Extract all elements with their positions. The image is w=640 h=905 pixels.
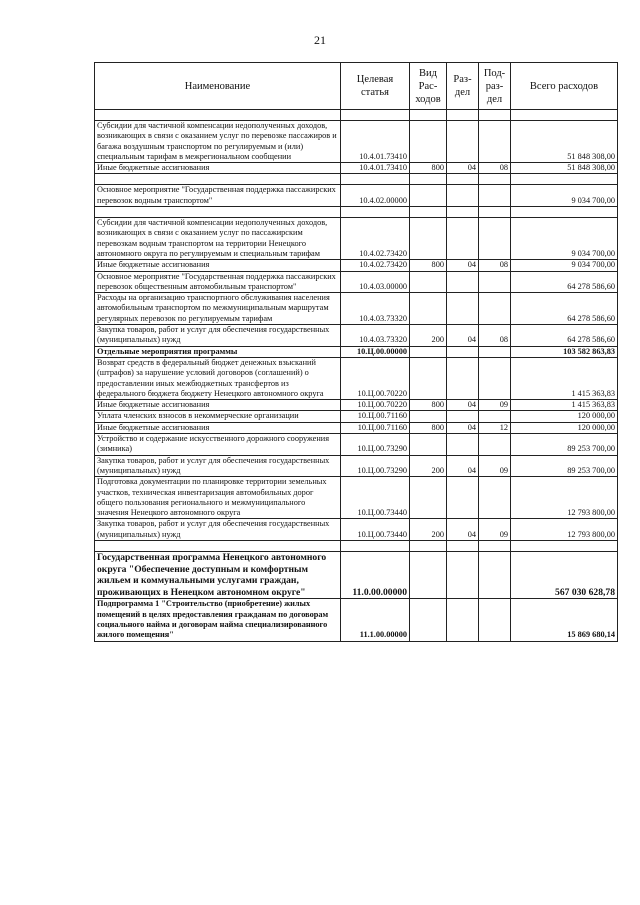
row-razdel	[447, 551, 479, 598]
row-vid: 200	[410, 325, 447, 347]
row-razdel	[447, 477, 479, 519]
row-total: 12 793 800,00	[511, 519, 618, 541]
row-podrazdel	[479, 293, 511, 325]
row-target: 10.Ц.00.70220	[341, 357, 410, 399]
table-row	[95, 271, 618, 293]
row-razdel	[447, 357, 479, 399]
spacer-row	[95, 540, 618, 551]
row-target: 10.Ц.00.71160	[341, 411, 410, 422]
row-razdel	[447, 271, 479, 293]
row-vid	[410, 434, 447, 456]
row-podrazdel: 08	[479, 163, 511, 174]
row-total: 120 000,00	[511, 411, 618, 422]
row-name: Субсидии для частичной компенсации недополученных доходов, возникающих в связи с оказанием услуг по перевозке пассажиров и багажа воздушным транспортом по регулируемым и (или) специальным тарифам в межрегиональном сообщении	[95, 121, 341, 163]
row-total: 9 034 700,00	[511, 218, 618, 260]
row-target: 10.4.02.73420	[341, 260, 410, 271]
row-name: Закупка товаров, работ и услуг для обеспечения государственных (муниципальных) нужд	[95, 519, 341, 541]
row-total: 64 278 586,60	[511, 271, 618, 293]
table-header-row	[95, 63, 618, 110]
row-razdel: 04	[447, 163, 479, 174]
row-target: 10.Ц.00.73290	[341, 455, 410, 477]
table-row	[95, 121, 618, 163]
row-target: 10.4.01.73410	[341, 163, 410, 174]
row-vid	[410, 185, 447, 207]
column-header-target: Целевая статья	[341, 63, 410, 110]
row-total: 103 582 863,83	[511, 346, 618, 357]
row-total: 89 253 700,00	[511, 455, 618, 477]
row-target: 10.4.03.00000	[341, 271, 410, 293]
row-podrazdel	[479, 121, 511, 163]
row-vid	[410, 477, 447, 519]
row-razdel: 04	[447, 325, 479, 347]
table-row	[95, 163, 618, 174]
row-razdel	[447, 434, 479, 456]
table-row-program	[95, 551, 618, 598]
row-name: Устройство и содержание искусственного дорожного сооружения (зимника)	[95, 434, 341, 456]
row-podrazdel	[479, 434, 511, 456]
row-podrazdel: 08	[479, 325, 511, 347]
row-total: 567 030 628,78	[511, 551, 618, 598]
row-target: 10.4.02.00000	[341, 185, 410, 207]
row-podrazdel	[479, 599, 511, 641]
row-razdel	[447, 599, 479, 641]
row-name: Иные бюджетные ассигнования	[95, 163, 341, 174]
row-vid	[410, 218, 447, 260]
row-vid: 800	[410, 422, 447, 433]
row-name: Отдельные мероприятия программы	[95, 346, 341, 357]
row-razdel: 04	[447, 455, 479, 477]
row-podrazdel	[479, 346, 511, 357]
column-header-razdel: Раз-дел	[447, 63, 479, 110]
row-podrazdel	[479, 477, 511, 519]
row-vid	[410, 121, 447, 163]
row-podrazdel: 12	[479, 422, 511, 433]
row-razdel	[447, 346, 479, 357]
column-header-name: Наименование	[95, 63, 341, 110]
row-vid	[410, 357, 447, 399]
row-vid: 800	[410, 260, 447, 271]
row-name: Уплата членских взносов в некоммерческие организации	[95, 411, 341, 422]
row-name: Основное мероприятие "Государственная поддержка пассажирских перевозок водным транспортом"	[95, 185, 341, 207]
row-total: 64 278 586,60	[511, 293, 618, 325]
row-total: 51 848 308,00	[511, 163, 618, 174]
table-row	[95, 477, 618, 519]
row-total: 89 253 700,00	[511, 434, 618, 456]
table-row	[95, 400, 618, 411]
spacer-row	[95, 174, 618, 185]
row-target: 11.0.00.00000	[341, 551, 410, 598]
row-podrazdel: 09	[479, 519, 511, 541]
page-number: 21	[314, 33, 326, 47]
table-row	[95, 519, 618, 541]
row-name: Подпрограмма 1 "Строительство (приобретение) жилых помещений в целях предоставления гражданам по договорам социального найма и договорам найма специализированного жилого помещения"	[95, 599, 341, 641]
row-vid	[410, 346, 447, 357]
row-podrazdel	[479, 551, 511, 598]
row-name: Иные бюджетные ассигнования	[95, 260, 341, 271]
row-vid	[410, 271, 447, 293]
column-header-vid: Вид Рас-ходов	[410, 63, 447, 110]
table-row	[95, 293, 618, 325]
row-target: 10.4.03.73320	[341, 293, 410, 325]
row-podrazdel: 09	[479, 455, 511, 477]
row-podrazdel	[479, 357, 511, 399]
row-razdel: 04	[447, 400, 479, 411]
row-podrazdel	[479, 271, 511, 293]
row-total: 64 278 586,60	[511, 325, 618, 347]
row-podrazdel	[479, 411, 511, 422]
row-total: 1 415 363,83	[511, 357, 618, 399]
row-razdel	[447, 185, 479, 207]
row-target: 10.Ц.00.00000	[341, 346, 410, 357]
row-name: Закупка товаров, работ и услуг для обеспечения государственных (муниципальных) нужд	[95, 325, 341, 347]
row-target: 10.Ц.00.73440	[341, 477, 410, 519]
row-total: 120 000,00	[511, 422, 618, 433]
row-total: 9 034 700,00	[511, 185, 618, 207]
row-name: Иные бюджетные ассигнования	[95, 422, 341, 433]
row-vid: 200	[410, 519, 447, 541]
row-name: Подготовка документации по планировке территории земельных участков, техническая инвентаризация автомобильных дорог общего пользования регионального и межмуниципального значения Ненецкого автономного округа	[95, 477, 341, 519]
row-podrazdel	[479, 218, 511, 260]
row-target: 11.1.00.00000	[341, 599, 410, 641]
row-target: 10.4.03.73320	[341, 325, 410, 347]
row-name: Иные бюджетные ассигнования	[95, 400, 341, 411]
column-header-total: Всего расходов	[511, 63, 618, 110]
row-target: 10.Ц.00.73290	[341, 434, 410, 456]
budget-table	[94, 62, 618, 642]
row-name: Государственная программа Ненецкого автономного округа "Обеспечение доступным и комфортным жильем и коммунальными услугами граждан, проживающих в Ненецком автономном округе"	[95, 551, 341, 598]
table-row-section	[95, 346, 618, 357]
table-row-subprogram	[95, 599, 618, 641]
row-vid	[410, 411, 447, 422]
row-vid	[410, 293, 447, 325]
row-total: 12 793 800,00	[511, 477, 618, 519]
row-vid	[410, 551, 447, 598]
table-row	[95, 434, 618, 456]
table-row	[95, 218, 618, 260]
table-row	[95, 325, 618, 347]
table-row	[95, 422, 618, 433]
row-total: 51 848 308,00	[511, 121, 618, 163]
row-name: Закупка товаров, работ и услуг для обеспечения государственных (муниципальных) нужд	[95, 455, 341, 477]
row-total: 15 869 680,14	[511, 599, 618, 641]
row-razdel	[447, 121, 479, 163]
row-total: 1 415 363,83	[511, 400, 618, 411]
row-vid: 800	[410, 400, 447, 411]
table-row	[95, 455, 618, 477]
row-name: Субсидии для частичной компенсации недополученных доходов, возникающих в связи с оказанием услуг по пассажирским перевозкам водным транспортом на территории Ненецкого автономного округа по регулируемым и специальным тарифам	[95, 218, 341, 260]
row-target: 10.Ц.00.71160	[341, 422, 410, 433]
row-vid: 800	[410, 163, 447, 174]
row-razdel	[447, 293, 479, 325]
row-razdel: 04	[447, 422, 479, 433]
column-header-podrazdel: Под-раз-дел	[479, 63, 511, 110]
row-razdel	[447, 218, 479, 260]
table-row	[95, 185, 618, 207]
table-row	[95, 357, 618, 399]
row-target: 10.Ц.00.70220	[341, 400, 410, 411]
row-target: 10.4.01.73410	[341, 121, 410, 163]
row-target: 10.4.02.73420	[341, 218, 410, 260]
table-row	[95, 411, 618, 422]
row-target: 10.Ц.00.73440	[341, 519, 410, 541]
spacer-row	[95, 207, 618, 218]
row-razdel	[447, 411, 479, 422]
row-podrazdel: 08	[479, 260, 511, 271]
row-name: Расходы на организацию транспортного обслуживания населения автомобильным транспортом по межмуниципальным маршрутам регулярных перевозок по регулируемым тарифам	[95, 293, 341, 325]
table-row	[95, 260, 618, 271]
row-podrazdel: 09	[479, 400, 511, 411]
row-total: 9 034 700,00	[511, 260, 618, 271]
row-vid	[410, 599, 447, 641]
row-razdel: 04	[447, 519, 479, 541]
row-vid: 200	[410, 455, 447, 477]
row-podrazdel	[479, 185, 511, 207]
row-name: Основное мероприятие "Государственная поддержка пассажирских перевозок общественным автомобильным транспортом"	[95, 271, 341, 293]
row-name: Возврат средств в федеральный бюджет денежных взысканий (штрафов) за нарушение условий договоров (соглашений) о предоставлении иных межбюджетных трансфертов из федерального бюджета бюджету Ненецкого автономного округа	[95, 357, 341, 399]
row-razdel: 04	[447, 260, 479, 271]
spacer-row	[95, 110, 618, 121]
